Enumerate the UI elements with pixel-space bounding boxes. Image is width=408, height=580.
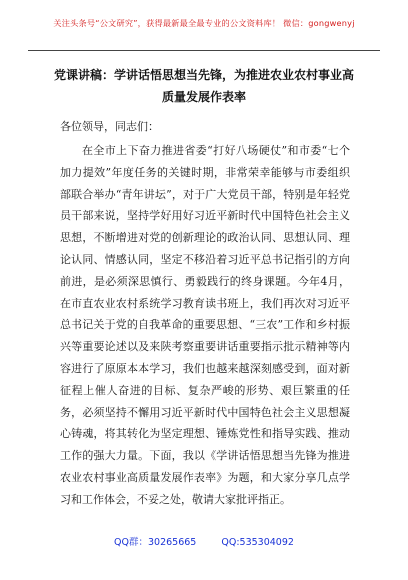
qq-group-number: QQ群：30265665	[114, 537, 197, 548]
document-title: 党课讲稿：学讲话悟思想当先锋，为推进农业农村事业高质量发展作表率	[53, 68, 354, 104]
qq-number: QQ:535304092	[221, 537, 294, 548]
footer-contact	[0, 534, 408, 548]
header-divider	[28, 50, 380, 51]
body-paragraph: 在全市上下奋力推进省委“打好八场硬仗”和市委“七个加力提效”年度任务的关键时期，非常荣幸能够与市委组织部联合举办“青年讲坛”，对于广大党员干部，特别是年轻党员干部来说，坚持学好用好习近平新时代中国特色社会主义思想，不断增进对党的创新理论的政治认同、思想认同、理论认同、情感认同，坚定不移沿着习近平总书记指引的方向前进，是必须深思慎行、勇毅践行的终身课题。今年4月，在市直农业农村系统学习教育读书班上，我们再次对习近平总书记关于党的自我革命的重要思想、“三农”工作和乡村振兴等重要论述以及来陕考察重要讲话重要指示批示精神等内容进行了原原本本学习，我们也越来越深刻感受到，面对新征程上催人奋进的目标、复杂严峻的形势、艰巨繁重的任务，必须坚持不懈用习近平新时代中国特色社会主义思想凝心铸魂，将其转化为坚定理想、锤炼党性和指导实践、推动工作的强大力量。下面，我以《学讲话悟思想当先锋为推进农业农村事业高质量发展作表率》为题，和大家分享几点学习和工作体会，不妥之处，敬请大家批评指正。	[60, 144, 350, 506]
greeting: 各位领导，同志们：	[60, 120, 159, 133]
header-banner: 关注头条号“公文研究”，获得最新最全最专业的公文资料库！ 微信：gongwenyj	[53, 18, 355, 28]
